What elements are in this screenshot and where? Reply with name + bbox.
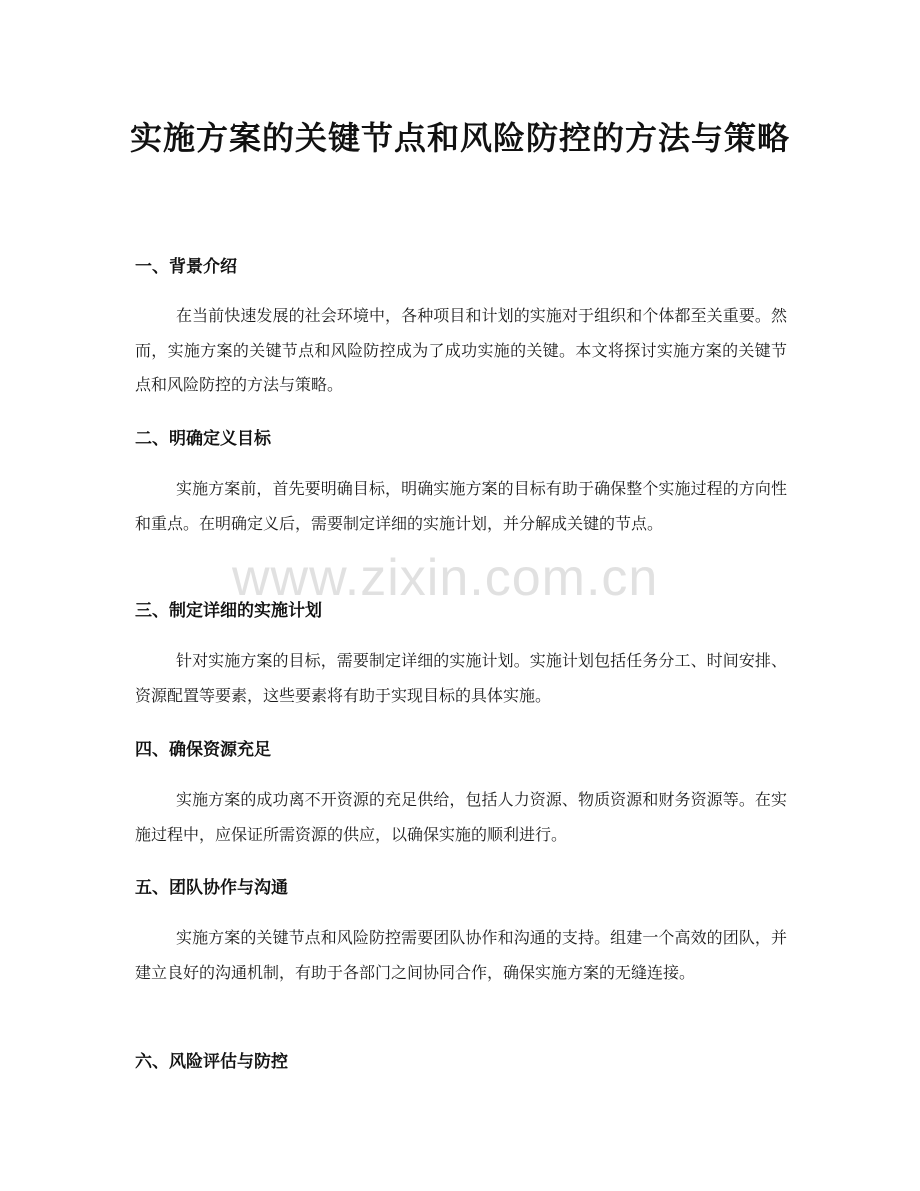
section-heading-goals: 二、明确定义目标 — [135, 429, 271, 449]
document-title: 实施方案的关键节点和风险防控的方法与策略 — [129, 119, 790, 157]
section-body-goals: 实施方案前，首先要明确目标，明确实施方案的目标有助于确保整个实施过程的方向性和重点。在明确定义后，需要制定详细的实施计划，并分解成关键的节点。 — [135, 479, 787, 533]
section-body-teamwork: 实施方案的关键节点和风险防控需要团队协作和沟通的支持。组建一个高效的团队，并建立良好的沟通机制，有助于各部门之间协同合作，确保实施方案的无缝连接。 — [135, 928, 787, 982]
section-body-plan: 针对实施方案的目标，需要制定详细的实施计划。实施计划包括任务分工、时间安排、资源配置等要素，这些要素将有助于实现目标的具体实施。 — [135, 651, 787, 705]
section-heading-background: 一、背景介绍 — [135, 257, 237, 277]
section-heading-teamwork: 五、团队协作与沟通 — [135, 878, 288, 898]
section-heading-resources: 四、确保资源充足 — [135, 740, 271, 760]
watermark-text: www.zixin.com.cn — [232, 549, 659, 607]
section-heading-plan: 三、制定详细的实施计划 — [135, 601, 322, 621]
section-body-resources: 实施方案的成功离不开资源的充足供给，包括人力资源、物质资源和财务资源等。在实施过程中，应保证所需资源的供应，以确保实施的顺利进行。 — [135, 790, 787, 844]
section-heading-risk: 六、风险评估与防控 — [135, 1052, 288, 1072]
section-body-background: 在当前快速发展的社会环境中，各种项目和计划的实施对于组织和个体都至关重要。然而，实施方案的关键节点和风险防控成为了成功实施的关键。本文将探讨实施方案的关键节点和风险防控的方法与策略。 — [135, 306, 787, 394]
